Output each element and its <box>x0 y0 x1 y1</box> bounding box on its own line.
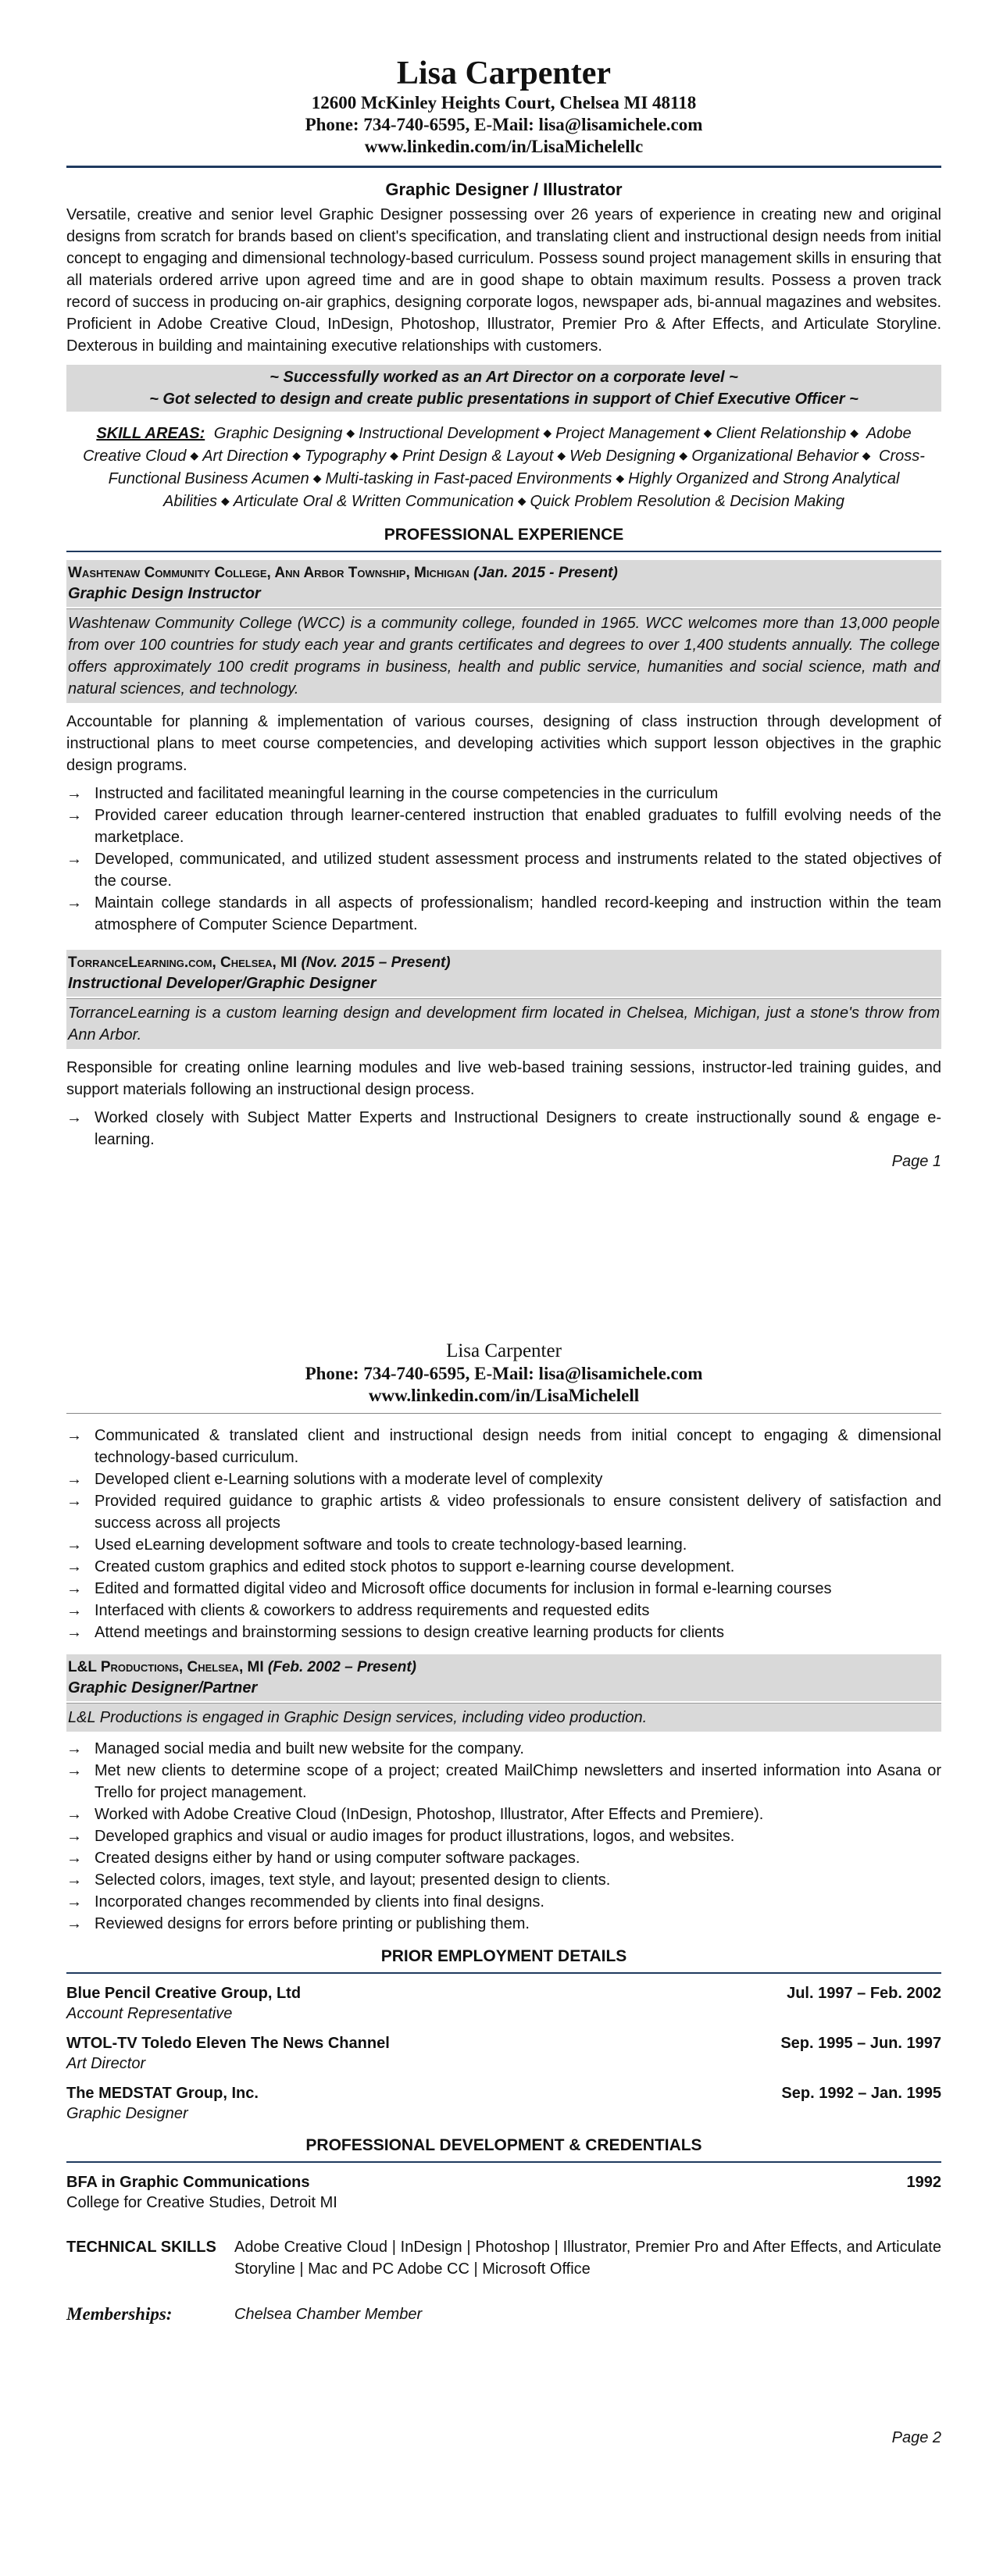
section-divider <box>66 551 941 552</box>
prior-company: The MEDSTAT Group, Inc. <box>66 2085 259 2102</box>
skill-item: Multi-tasking in Fast-paced Environments <box>325 470 612 487</box>
prior-job-row <box>66 2083 941 2103</box>
list-item: → Communicated & translated client and instructional design needs from initial concept to engaging & dimensional technology-based curriculum. <box>66 1425 941 1468</box>
skill-item: Typography <box>305 448 387 465</box>
highlights-box <box>66 365 941 412</box>
diamond-bullet-icon: ◆ <box>190 449 199 462</box>
phone-email: Phone: 734-740-6595, E-Mail: lisa@lisamichele.com <box>305 115 703 134</box>
arrow-bullet-icon: → <box>66 1558 82 1575</box>
list-item: → Provided required guidance to graphic artists & video professionals to ensure consistent delivery of satisfaction and success across all projects <box>66 1490 941 1534</box>
education-row <box>66 2172 941 2192</box>
prior-job-row <box>66 1983 941 2003</box>
arrow-bullet-icon: → <box>66 1580 82 1597</box>
list-item: → Used eLearning development software and tools to create technology-based learning. <box>66 1534 941 1556</box>
list-item: → Incorporated changes recommended by clients into final designs. <box>66 1891 941 1913</box>
section-heading-prior: PRIOR EMPLOYMENT DETAILS <box>380 1947 627 1965</box>
job-bullets <box>66 1425 941 1643</box>
job-company: L&L Productions, Chelsea, MI <box>68 1659 264 1675</box>
arrow-bullet-icon: → <box>66 1915 82 1932</box>
diamond-bullet-icon: ◆ <box>703 426 712 439</box>
diamond-bullet-icon: ◆ <box>312 472 322 484</box>
arrow-bullet-icon: → <box>66 807 82 824</box>
job-header-torrance <box>66 950 941 997</box>
technical-skills-value: Adobe Creative Cloud | InDesign | Photoshop | Illustrator, Premier Pro and After Effects, and Articulate Storyline | Mac and PC Adobe CC | Microsoft Office <box>234 2239 941 2278</box>
arrow-bullet-icon: → <box>66 1893 82 1911</box>
skill-item: Web Designing <box>569 448 676 465</box>
technical-skills-row <box>66 2236 941 2280</box>
list-item: → Attend meetings and brainstorming sessions to design creative learning products for clients <box>66 1622 941 1643</box>
job-header-ll <box>66 1654 941 1701</box>
arrow-bullet-icon: → <box>66 1624 82 1641</box>
highlight-line: ~ Got selected to design and create public presentations in support of Chief Executive Officer ~ <box>149 391 859 408</box>
skill-item: Quick Problem Resolution & Decision Making <box>530 493 844 510</box>
address: 12600 McKinley Heights Court, Chelsea MI 48118 <box>311 93 697 112</box>
job-role: Instructional Developer/Graphic Designer <box>68 975 377 992</box>
memberships-row <box>66 2303 941 2325</box>
arrow-bullet-icon: → <box>66 1762 82 1779</box>
arrow-bullet-icon: → <box>66 1850 82 1867</box>
arrow-bullet-icon: → <box>66 1871 82 1889</box>
memberships-value: Chelsea Chamber Member <box>234 2306 423 2323</box>
linkedin-url: www.linkedin.com/in/LisaMichelell <box>368 1386 640 1405</box>
prior-role: Graphic Designer <box>66 2105 188 2122</box>
prior-role: Art Director <box>66 2055 146 2072</box>
diamond-bullet-icon: ◆ <box>220 494 230 507</box>
job-description: Washtenaw Community College (WCC) is a community college, founded in 1965. WCC welcomes more than 13,000 people from over 100 countries for study each year and grants certificates and degrees to over 1,400 students annually. The college offers approximately 100 credit programs in business, health and public service, humanities and social science, math and natural sciences, and technology. <box>66 608 941 703</box>
school: College for Creative Studies, Detroit MI <box>66 2194 337 2211</box>
skill-item: Cross-Functional Business Acumen <box>108 448 925 487</box>
job-dates: (Nov. 2015 – Present) <box>301 954 451 971</box>
degree-year: 1992 <box>906 2174 941 2191</box>
arrow-bullet-icon: → <box>66 1536 82 1554</box>
job-bullets <box>66 1738 941 1935</box>
prior-role: Account Representative <box>66 2005 233 2022</box>
list-item: → Developed, communicated, and utilized student assessment process and instruments related to the stated objectives of the course. <box>66 848 941 892</box>
diamond-bullet-icon: ◆ <box>616 472 625 484</box>
list-item: → Met new clients to determine scope of a project; created MailChimp newsletters and inserted information into Asana or Trello for project management. <box>66 1760 941 1804</box>
list-item: → Created custom graphics and edited stock photos to support e-learning course development. <box>66 1556 941 1578</box>
arrow-bullet-icon: → <box>66 1602 82 1619</box>
candidate-name: Lisa Carpenter <box>446 1340 562 1361</box>
job-bullets <box>66 783 941 936</box>
list-item: → Selected colors, images, text style, and layout; presented design to clients. <box>66 1869 941 1891</box>
section-heading-development: PROFESSIONAL DEVELOPMENT & CREDENTIALS <box>305 2136 702 2154</box>
job-description: TorranceLearning is a custom learning design and development firm located in Chelsea, Michigan, just a stone's throw from Ann Arbor. <box>66 998 941 1049</box>
prior-dates: Jul. 1997 – Feb. 2002 <box>787 1985 941 2002</box>
prior-dates: Sep. 1992 – Jan. 1995 <box>781 2085 941 2102</box>
prior-company: WTOL-TV Toledo Eleven The News Channel <box>66 2035 390 2052</box>
skill-item: Project Management <box>555 425 700 442</box>
diamond-bullet-icon: ◆ <box>517 494 527 507</box>
diamond-bullet-icon: ◆ <box>679 449 688 462</box>
list-item: → Created designs either by hand or using computer software packages. <box>66 1847 941 1869</box>
skill-item: Organizational Behavior <box>691 448 859 465</box>
arrow-bullet-icon: → <box>66 894 82 912</box>
section-heading-experience: PROFESSIONAL EXPERIENCE <box>384 526 624 544</box>
arrow-bullet-icon: → <box>66 1740 82 1757</box>
section-divider <box>66 1972 941 1974</box>
skill-item: Print Design & Layout <box>402 448 554 465</box>
list-item: → Reviewed designs for errors before printing or publishing them. <box>66 1913 941 1935</box>
header-divider <box>66 166 941 168</box>
job-description: L&L Productions is engaged in Graphic Design services, including video production. <box>66 1703 941 1732</box>
list-item: → Developed graphics and visual or audio images for product illustrations, logos, and websites. <box>66 1825 941 1847</box>
skill-item: Art Direction <box>202 448 289 465</box>
phone-email: Phone: 734-740-6595, E-Mail: lisa@lisamichele.com <box>305 1364 703 1383</box>
skill-item: Articulate Oral & Written Communication <box>233 493 514 510</box>
list-item: → Instructed and facilitated meaningful learning in the course competencies in the curriculum <box>66 783 941 805</box>
diamond-bullet-icon: ◆ <box>292 449 301 462</box>
list-item: → Interfaced with clients & coworkers to address requirements and requested edits <box>66 1600 941 1622</box>
technical-skills-label: TECHNICAL SKILLS <box>66 2239 216 2256</box>
job-responsibility: Responsible for creating online learning modules and live web-based training sessions, instructor-led training guides, and support materials following an instructional design process. <box>66 1059 941 1098</box>
diamond-bullet-icon: ◆ <box>346 426 355 439</box>
job-role: Graphic Design Instructor <box>68 585 261 602</box>
list-item: → Edited and formatted digital video and Microsoft office documents for inclusion in formal e-learning courses <box>66 1578 941 1600</box>
list-item: → Worked with Adobe Creative Cloud (InDesign, Photoshop, Illustrator, After Effects and Premiere). <box>66 1804 941 1825</box>
arrow-bullet-icon: → <box>66 1806 82 1823</box>
list-item: → Worked closely with Subject Matter Experts and Instructional Designers to create instructionally sound & engage e-learning. <box>66 1107 941 1151</box>
resume-page-1 <box>66 55 941 1172</box>
diamond-bullet-icon: ◆ <box>543 426 552 439</box>
candidate-name: Lisa Carpenter <box>396 55 612 91</box>
prior-dates: Sep. 1995 – Jun. 1997 <box>780 2035 941 2052</box>
list-item: → Provided career education through learner-centered instruction that enabled graduates to fulfill evolving needs of the marketplace. <box>66 805 941 848</box>
memberships-label: Memberships: <box>66 2304 173 2324</box>
list-item: → Developed client e-Learning solutions with a moderate level of complexity <box>66 1468 941 1490</box>
diamond-bullet-icon: ◆ <box>850 426 859 439</box>
arrow-bullet-icon: → <box>66 1109 82 1126</box>
job-dates: (Jan. 2015 - Present) <box>473 565 618 581</box>
diamond-bullet-icon: ◆ <box>390 449 398 462</box>
page-number: Page 2 <box>891 2429 941 2446</box>
prior-job-row <box>66 2033 941 2053</box>
linkedin-url: www.linkedin.com/in/LisaMichelellc <box>364 137 644 156</box>
summary-paragraph: Versatile, creative and senior level Graphic Designer possessing over 26 years of experience in creating new and original designs from scratch for brands based on client's specification, and translating client and instructional design needs from initial concept to engaging and dimensional technology-based curriculum. Possess sound project management skills in ensuring that all materials ordered arrive upon agreed time and are in good shape to obtain maximum results. Possess a proven track record of success in producing on-air graphics, designing corporate logos, newspaper ads, bi-annual magazines and websites. Proficient in Adobe Creative Cloud, InDesign, Photoshop, Illustrator, Premier Pro & After Effects, and Articulate Storyline. Dexterous in building and maintaining executive relationships with customers. <box>66 206 941 355</box>
prior-company: Blue Pencil Creative Group, Ltd <box>66 1985 302 2002</box>
skill-item: Adobe Creative Cloud <box>83 425 912 465</box>
skill-item: Instructional Development <box>359 425 540 442</box>
job-company: TorranceLearning.com, Chelsea, MI <box>68 954 298 971</box>
highlight-line: ~ Successfully worked as an Art Director on a corporate level ~ <box>270 369 738 386</box>
arrow-bullet-icon: → <box>66 851 82 868</box>
arrow-bullet-icon: → <box>66 1828 82 1845</box>
diamond-bullet-icon: ◆ <box>862 449 871 462</box>
resume-page-2 <box>66 1340 941 2449</box>
job-dates: (Feb. 2002 – Present) <box>267 1659 416 1675</box>
arrow-bullet-icon: → <box>66 1427 82 1444</box>
job-role: Graphic Designer/Partner <box>68 1679 258 1697</box>
list-item: → Managed social media and built new website for the company. <box>66 1738 941 1760</box>
skill-item: Graphic Designing <box>213 425 343 442</box>
skill-areas <box>66 423 941 513</box>
skill-areas-heading: SKILL AREAS: <box>96 425 205 442</box>
skill-item: Highly Organized and Strong Analytical Abilities <box>163 470 900 510</box>
arrow-bullet-icon: → <box>66 1471 82 1488</box>
diamond-bullet-icon: ◆ <box>557 449 566 462</box>
job-responsibility: Accountable for planning & implementation of various courses, designing of class instruction through development of instructional plans to meet course competencies, and developing activities which support lesson objectives in the graphic design programs. <box>66 713 941 774</box>
professional-title: Graphic Designer / Illustrator <box>385 180 623 199</box>
header-divider <box>66 1413 941 1414</box>
arrow-bullet-icon: → <box>66 1493 82 1510</box>
degree: BFA in Graphic Communications <box>66 2174 310 2191</box>
page-number: Page 1 <box>891 1153 941 1170</box>
arrow-bullet-icon: → <box>66 785 82 802</box>
job-bullets <box>66 1107 941 1151</box>
skill-item: Client Relationship <box>716 425 847 442</box>
job-header-wcc <box>66 560 941 607</box>
list-item: → Maintain college standards in all aspects of professionalism; handled record-keeping and instruction within the team atmosphere of Computer Science Department. <box>66 892 941 936</box>
job-company: Washtenaw Community College, Ann Arbor Township, Michigan <box>68 565 469 581</box>
section-divider <box>66 2161 941 2163</box>
